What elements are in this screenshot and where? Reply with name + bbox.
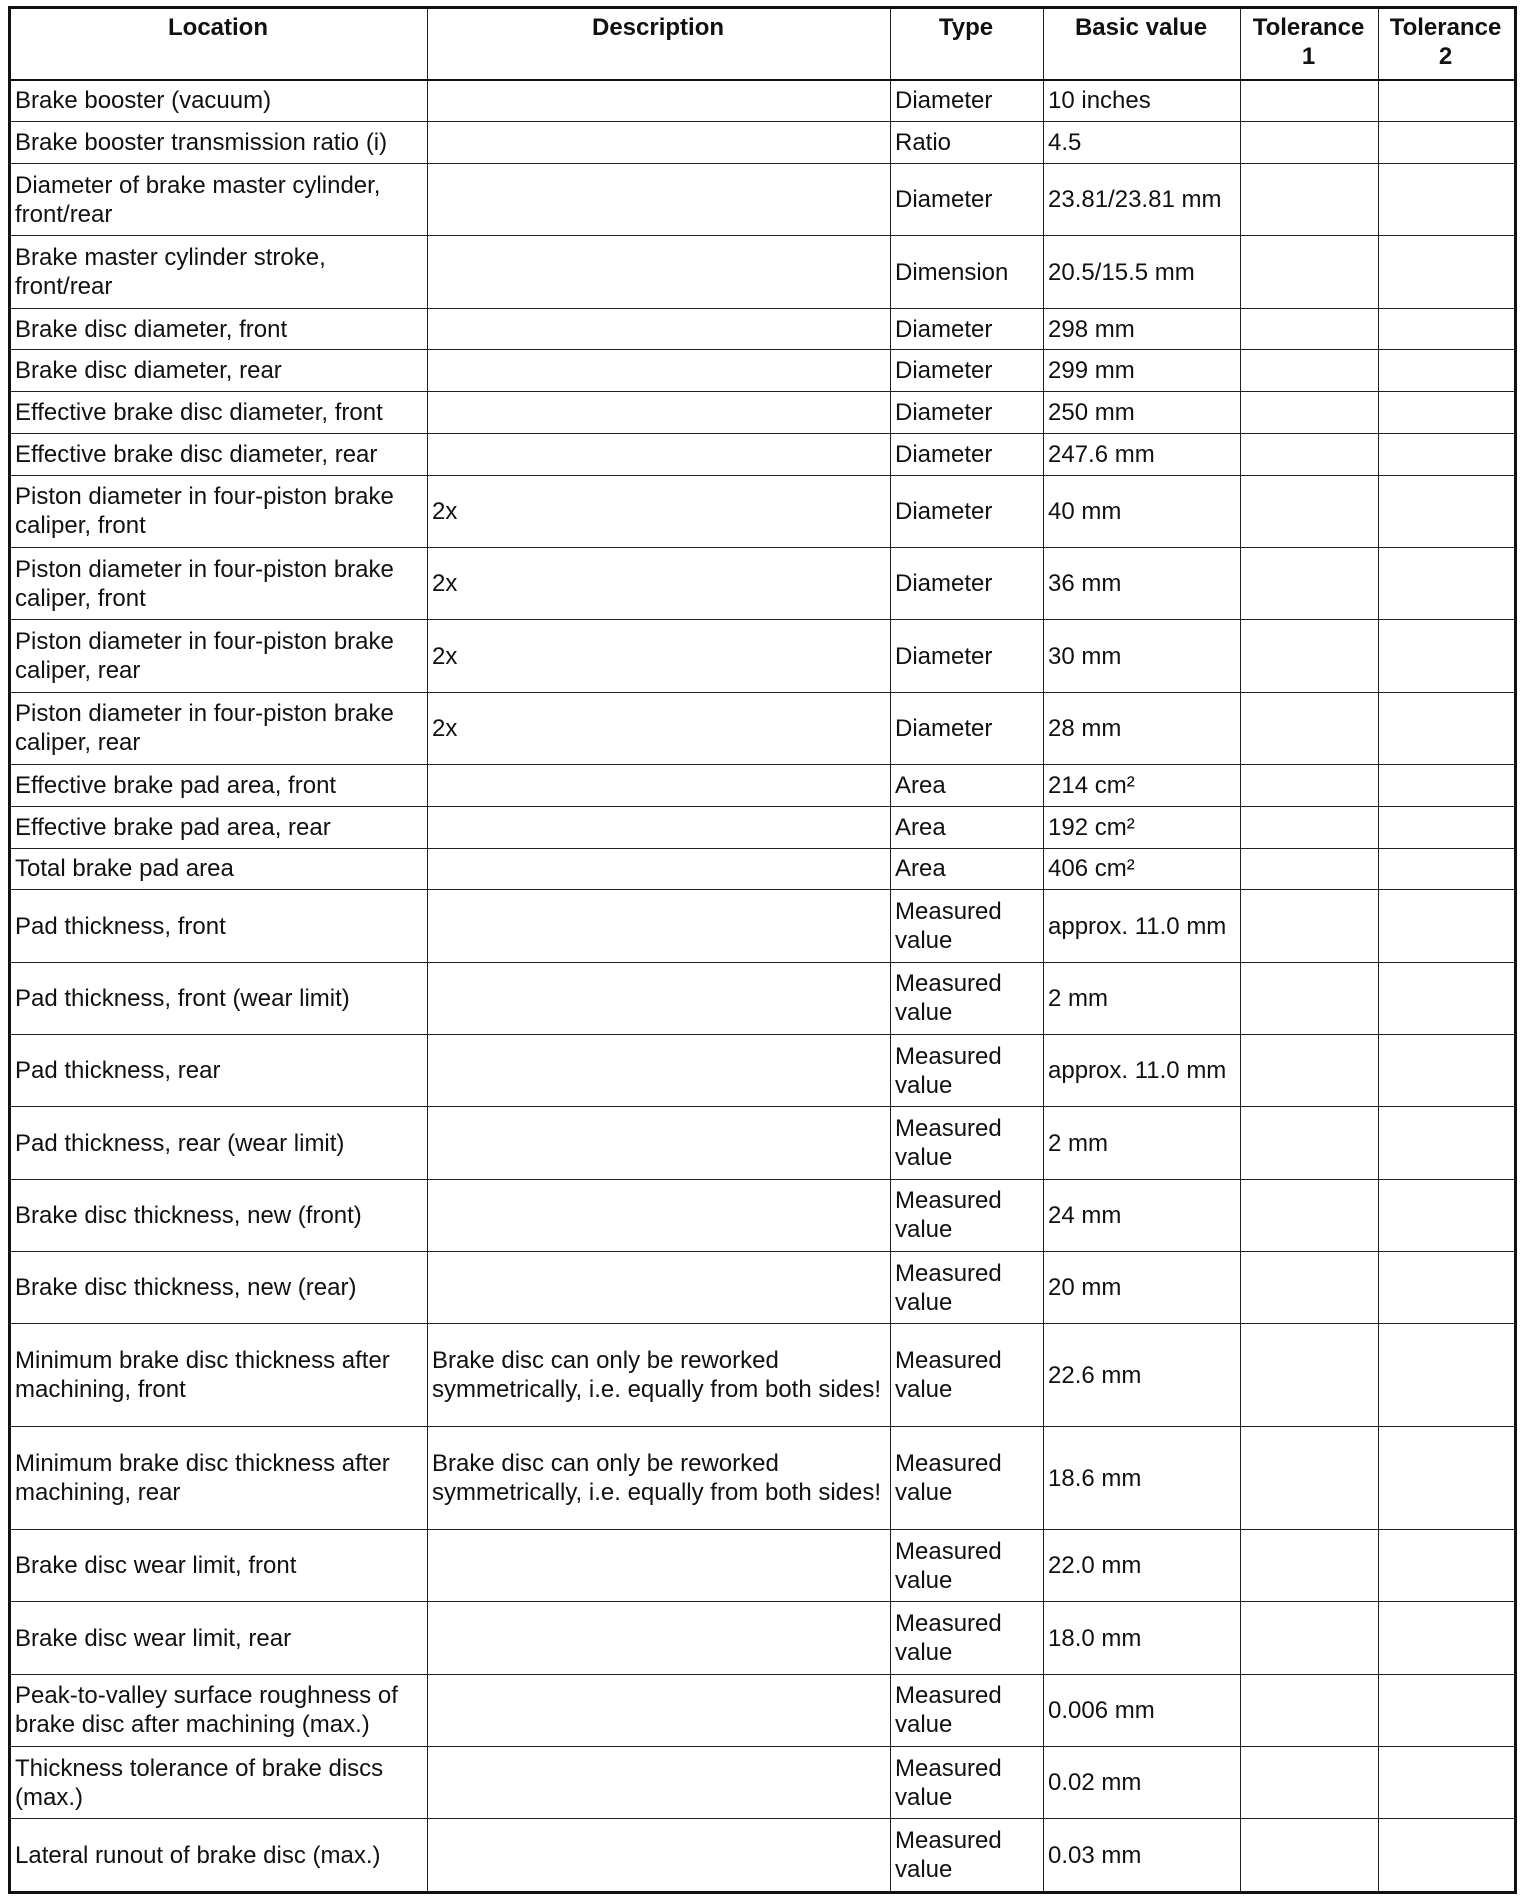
cell-type: Area (891, 806, 1044, 848)
cell-type: Measured value (891, 890, 1044, 962)
cell-description: Brake disc can only be reworked symmetrically, i.e. equally from both sides! (428, 1427, 891, 1530)
cell-tolerance-2 (1379, 308, 1516, 350)
table-row (10, 620, 1516, 692)
cell-description (428, 1035, 891, 1107)
cell-location: Thickness tolerance of brake discs (max.) (10, 1747, 428, 1819)
cell-basic-value: 20.5/15.5 mm (1044, 236, 1241, 308)
cell-tolerance-2 (1379, 434, 1516, 476)
cell-tolerance-1 (1241, 1427, 1379, 1530)
cell-basic-value: 40 mm (1044, 475, 1241, 547)
table-row (10, 1324, 1516, 1427)
cell-location: Brake disc thickness, new (rear) (10, 1252, 428, 1324)
cell-tolerance-1 (1241, 548, 1379, 620)
cell-tolerance-1 (1241, 122, 1379, 164)
table-row (10, 122, 1516, 164)
cell-location: Brake disc wear limit, rear (10, 1602, 428, 1674)
table-row (10, 765, 1516, 807)
cell-type: Diameter (891, 620, 1044, 692)
table-row (10, 475, 1516, 547)
cell-basic-value: 18.0 mm (1044, 1602, 1241, 1674)
cell-type: Measured value (891, 1819, 1044, 1893)
cell-description (428, 1819, 891, 1893)
table-row (10, 806, 1516, 848)
table-row (10, 1530, 1516, 1602)
cell-type: Area (891, 765, 1044, 807)
table-row (10, 1602, 1516, 1674)
cell-description: 2x (428, 475, 891, 547)
cell-tolerance-1 (1241, 765, 1379, 807)
cell-tolerance-1 (1241, 1107, 1379, 1179)
cell-tolerance-1 (1241, 1674, 1379, 1746)
cell-tolerance-1 (1241, 692, 1379, 764)
table-row (10, 1747, 1516, 1819)
cell-basic-value: approx. 11.0 mm (1044, 1035, 1241, 1107)
cell-type: Diameter (891, 475, 1044, 547)
header-location: Location (10, 8, 428, 80)
cell-description (428, 1747, 891, 1819)
cell-description (428, 890, 891, 962)
cell-type: Measured value (891, 1252, 1044, 1324)
cell-type: Ratio (891, 122, 1044, 164)
cell-location: Piston diameter in four-piston brake caliper, front (10, 475, 428, 547)
cell-basic-value: 2 mm (1044, 962, 1241, 1034)
cell-tolerance-2 (1379, 350, 1516, 392)
cell-basic-value: 10 inches (1044, 80, 1241, 122)
cell-description (428, 806, 891, 848)
table-row (10, 962, 1516, 1034)
cell-type: Measured value (891, 1035, 1044, 1107)
cell-tolerance-2 (1379, 80, 1516, 122)
cell-location: Brake disc wear limit, front (10, 1530, 428, 1602)
cell-tolerance-2 (1379, 475, 1516, 547)
cell-type: Diameter (891, 692, 1044, 764)
cell-tolerance-2 (1379, 1179, 1516, 1251)
cell-tolerance-2 (1379, 765, 1516, 807)
cell-location: Minimum brake disc thickness after machining, rear (10, 1427, 428, 1530)
table-row (10, 392, 1516, 434)
cell-basic-value: 214 cm² (1044, 765, 1241, 807)
cell-basic-value: 22.0 mm (1044, 1530, 1241, 1602)
cell-description: 2x (428, 692, 891, 764)
table-row (10, 308, 1516, 350)
table-row (10, 1427, 1516, 1530)
cell-location: Total brake pad area (10, 848, 428, 890)
cell-description (428, 164, 891, 236)
cell-description (428, 1107, 891, 1179)
table-row (10, 890, 1516, 962)
cell-tolerance-2 (1379, 1530, 1516, 1602)
cell-tolerance-1 (1241, 350, 1379, 392)
cell-tolerance-2 (1379, 1107, 1516, 1179)
table-row (10, 1179, 1516, 1251)
cell-basic-value: approx. 11.0 mm (1044, 890, 1241, 962)
cell-tolerance-1 (1241, 80, 1379, 122)
table-row (10, 848, 1516, 890)
cell-type: Measured value (891, 1530, 1044, 1602)
header-tolerance-2: Tolerance 2 (1379, 8, 1516, 80)
cell-description (428, 308, 891, 350)
cell-tolerance-2 (1379, 848, 1516, 890)
header-row (10, 8, 1516, 80)
cell-basic-value: 28 mm (1044, 692, 1241, 764)
cell-location: Brake disc thickness, new (front) (10, 1179, 428, 1251)
cell-tolerance-1 (1241, 1179, 1379, 1251)
spec-table (8, 6, 1517, 1894)
cell-location: Pad thickness, front (wear limit) (10, 962, 428, 1034)
cell-tolerance-1 (1241, 1324, 1379, 1427)
cell-tolerance-1 (1241, 475, 1379, 547)
cell-basic-value: 406 cm² (1044, 848, 1241, 890)
cell-type: Diameter (891, 392, 1044, 434)
cell-basic-value: 30 mm (1044, 620, 1241, 692)
cell-description: Brake disc can only be reworked symmetrically, i.e. equally from both sides! (428, 1324, 891, 1427)
table-row (10, 164, 1516, 236)
cell-description (428, 962, 891, 1034)
header-basic-value: Basic value (1044, 8, 1241, 80)
cell-tolerance-2 (1379, 122, 1516, 164)
cell-type: Measured value (891, 1427, 1044, 1530)
table-row (10, 1819, 1516, 1893)
cell-tolerance-1 (1241, 1602, 1379, 1674)
cell-basic-value: 2 mm (1044, 1107, 1241, 1179)
cell-basic-value: 250 mm (1044, 392, 1241, 434)
table-row (10, 80, 1516, 122)
cell-tolerance-1 (1241, 392, 1379, 434)
cell-basic-value: 298 mm (1044, 308, 1241, 350)
cell-location: Pad thickness, rear (wear limit) (10, 1107, 428, 1179)
cell-description (428, 765, 891, 807)
cell-basic-value: 36 mm (1044, 548, 1241, 620)
cell-description (428, 392, 891, 434)
cell-location: Brake disc diameter, rear (10, 350, 428, 392)
cell-tolerance-1 (1241, 1747, 1379, 1819)
cell-tolerance-1 (1241, 1252, 1379, 1324)
cell-tolerance-2 (1379, 1427, 1516, 1530)
cell-tolerance-2 (1379, 1324, 1516, 1427)
cell-description (428, 236, 891, 308)
cell-tolerance-2 (1379, 806, 1516, 848)
cell-type: Measured value (891, 1324, 1044, 1427)
cell-location: Effective brake disc diameter, rear (10, 434, 428, 476)
cell-location: Effective brake pad area, rear (10, 806, 428, 848)
cell-location: Brake booster (vacuum) (10, 80, 428, 122)
cell-tolerance-2 (1379, 962, 1516, 1034)
cell-tolerance-2 (1379, 1602, 1516, 1674)
cell-description: 2x (428, 620, 891, 692)
cell-type: Measured value (891, 1602, 1044, 1674)
cell-tolerance-2 (1379, 392, 1516, 434)
header-description: Description (428, 8, 891, 80)
cell-type: Measured value (891, 1747, 1044, 1819)
cell-tolerance-2 (1379, 692, 1516, 764)
cell-basic-value: 0.03 mm (1044, 1819, 1241, 1893)
cell-location: Pad thickness, front (10, 890, 428, 962)
cell-tolerance-1 (1241, 434, 1379, 476)
cell-location: Piston diameter in four-piston brake caliper, rear (10, 692, 428, 764)
cell-location: Peak-to-valley surface roughness of brake disc after machining (max.) (10, 1674, 428, 1746)
cell-tolerance-2 (1379, 548, 1516, 620)
cell-type: Dimension (891, 236, 1044, 308)
cell-description (428, 1602, 891, 1674)
table-row (10, 1107, 1516, 1179)
cell-tolerance-2 (1379, 1819, 1516, 1893)
cell-description (428, 80, 891, 122)
cell-type: Measured value (891, 962, 1044, 1034)
cell-description (428, 1674, 891, 1746)
cell-location: Brake disc diameter, front (10, 308, 428, 350)
cell-basic-value: 4.5 (1044, 122, 1241, 164)
cell-tolerance-2 (1379, 1747, 1516, 1819)
cell-type: Area (891, 848, 1044, 890)
cell-type: Diameter (891, 548, 1044, 620)
cell-tolerance-1 (1241, 620, 1379, 692)
table-row (10, 350, 1516, 392)
cell-description (428, 350, 891, 392)
cell-description (428, 434, 891, 476)
cell-tolerance-1 (1241, 806, 1379, 848)
cell-tolerance-2 (1379, 620, 1516, 692)
cell-tolerance-1 (1241, 1035, 1379, 1107)
cell-location: Effective brake disc diameter, front (10, 392, 428, 434)
table-row (10, 548, 1516, 620)
cell-basic-value: 18.6 mm (1044, 1427, 1241, 1530)
cell-tolerance-1 (1241, 1819, 1379, 1893)
cell-basic-value: 299 mm (1044, 350, 1241, 392)
cell-tolerance-1 (1241, 962, 1379, 1034)
cell-basic-value: 22.6 mm (1044, 1324, 1241, 1427)
cell-basic-value: 23.81/23.81 mm (1044, 164, 1241, 236)
cell-tolerance-2 (1379, 164, 1516, 236)
cell-description (428, 1530, 891, 1602)
table-body (10, 80, 1516, 1893)
cell-description (428, 122, 891, 164)
cell-tolerance-2 (1379, 1674, 1516, 1746)
cell-type: Measured value (891, 1674, 1044, 1746)
cell-description: 2x (428, 548, 891, 620)
table-row (10, 1674, 1516, 1746)
cell-type: Diameter (891, 80, 1044, 122)
cell-tolerance-2 (1379, 236, 1516, 308)
cell-type: Diameter (891, 164, 1044, 236)
cell-location: Diameter of brake master cylinder, front/rear (10, 164, 428, 236)
table-row (10, 692, 1516, 764)
cell-location: Piston diameter in four-piston brake caliper, rear (10, 620, 428, 692)
cell-basic-value: 24 mm (1044, 1179, 1241, 1251)
cell-tolerance-2 (1379, 1252, 1516, 1324)
cell-basic-value: 192 cm² (1044, 806, 1241, 848)
cell-location: Brake booster transmission ratio (i) (10, 122, 428, 164)
cell-basic-value: 0.006 mm (1044, 1674, 1241, 1746)
cell-tolerance-1 (1241, 890, 1379, 962)
cell-location: Effective brake pad area, front (10, 765, 428, 807)
header-tolerance-1: Tolerance 1 (1241, 8, 1379, 80)
table-row (10, 434, 1516, 476)
cell-description (428, 1252, 891, 1324)
cell-tolerance-1 (1241, 164, 1379, 236)
table-row (10, 1252, 1516, 1324)
cell-location: Brake master cylinder stroke, front/rear (10, 236, 428, 308)
cell-location: Piston diameter in four-piston brake caliper, front (10, 548, 428, 620)
cell-location: Lateral runout of brake disc (max.) (10, 1819, 428, 1893)
cell-description (428, 848, 891, 890)
cell-location: Pad thickness, rear (10, 1035, 428, 1107)
table-row (10, 1035, 1516, 1107)
table-row (10, 236, 1516, 308)
cell-tolerance-2 (1379, 890, 1516, 962)
cell-type: Measured value (891, 1107, 1044, 1179)
cell-description (428, 1179, 891, 1251)
cell-basic-value: 247.6 mm (1044, 434, 1241, 476)
header-type: Type (891, 8, 1044, 80)
cell-basic-value: 20 mm (1044, 1252, 1241, 1324)
cell-type: Diameter (891, 434, 1044, 476)
cell-tolerance-1 (1241, 308, 1379, 350)
cell-tolerance-1 (1241, 1530, 1379, 1602)
cell-type: Measured value (891, 1179, 1044, 1251)
cell-tolerance-2 (1379, 1035, 1516, 1107)
cell-tolerance-1 (1241, 236, 1379, 308)
cell-location: Minimum brake disc thickness after machining, front (10, 1324, 428, 1427)
cell-type: Diameter (891, 308, 1044, 350)
cell-tolerance-1 (1241, 848, 1379, 890)
cell-basic-value: 0.02 mm (1044, 1747, 1241, 1819)
cell-type: Diameter (891, 350, 1044, 392)
